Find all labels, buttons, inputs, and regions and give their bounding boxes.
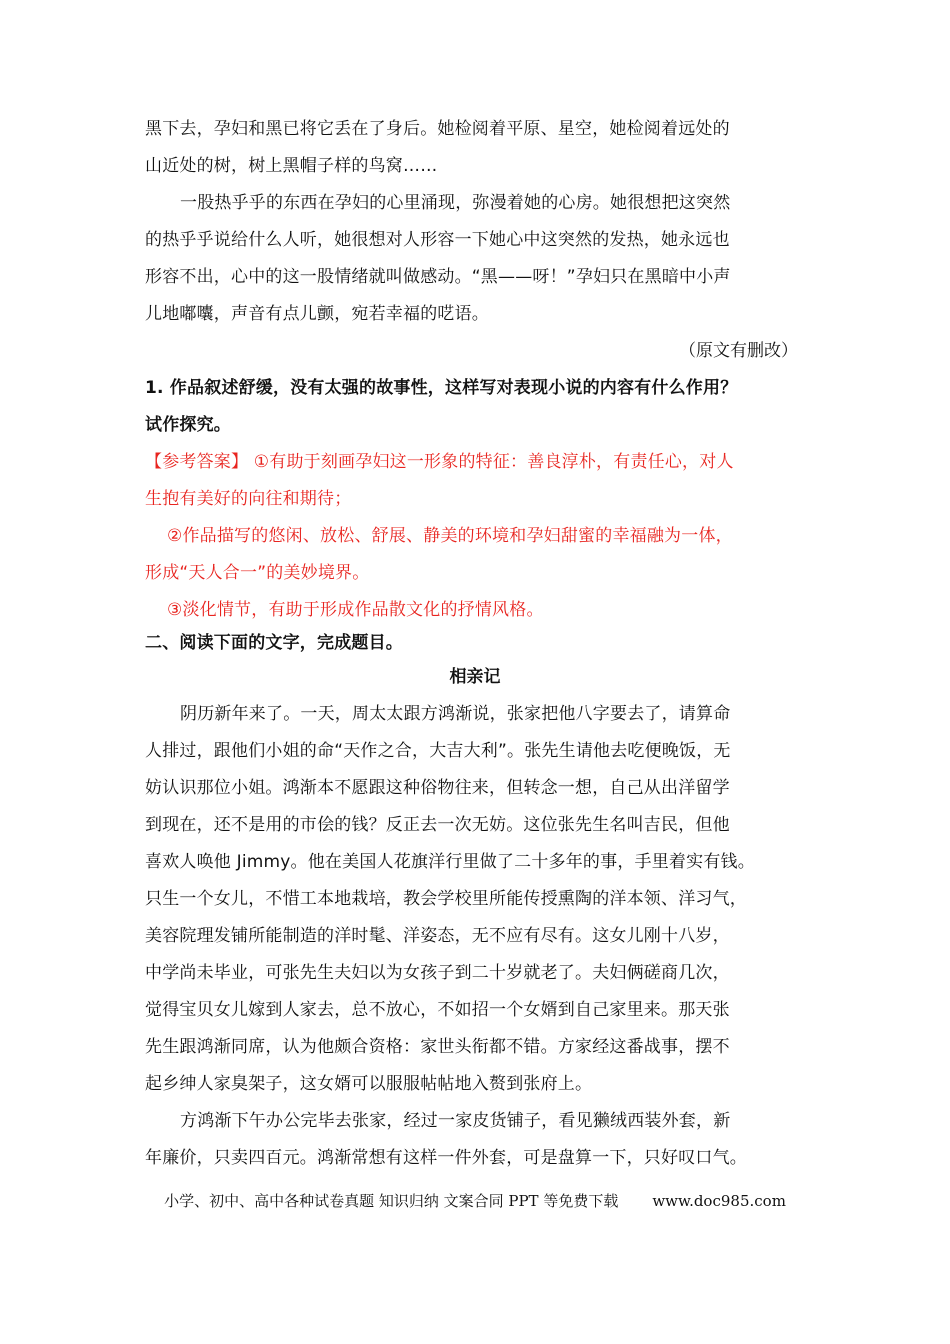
- story-line: 美容院理发铺所能制造的洋时髦、洋姿态，无不应有尽有。这女儿刚十八岁，: [145, 926, 730, 946]
- story-line: 妨认识那位小姐。鸿渐本不愿跟这种俗物往来，但转念一想，自己从出洋留学: [145, 778, 730, 798]
- story-line: 觉得宝贝女儿嫁到人家去，总不放心，不如招一个女婿到自己家里来。那天张: [145, 1000, 730, 1020]
- story-line: 阴历新年来了。一天，周太太跟方鸿渐说，张家把他八字要去了，请算命: [180, 704, 731, 724]
- section-heading: 二、阅读下面的文字，完成题目。: [145, 633, 403, 653]
- answer-line: 形成“天人合一”的美妙境界。: [145, 563, 370, 583]
- story-line: 人排过，跟他们小姐的命“天作之合，大吉大利”。张先生请他去吃便晚饭，无: [145, 741, 731, 761]
- story-line: 到现在，还不是用的市侩的钱？反正去一次无妨。这位张先生名叫吉民，但他: [145, 815, 730, 835]
- story-line: 先生跟鸿渐同席，认为他颇合资格：家世头衔都不错。方家经这番战事，摆不: [145, 1037, 730, 1057]
- story-line: 只生一个女儿，不惜工本地栽培，教会学校里所能传授熏陶的洋本领、洋习气，: [145, 889, 747, 909]
- story-title: 相亲记: [449, 667, 501, 687]
- answer-line: ③淡化情节，有助于形成作品散文化的抒情风格。: [167, 600, 544, 620]
- story-line: 山近处的树，树上黑帽子样的鸟窝……: [145, 156, 438, 176]
- answer-line: 【参考答案】 ①有助于刻画孕妇这一形象的特征：善良淳朴，有责任心，对人: [145, 452, 734, 472]
- story-line: 中学尚未毕业，可张先生夫妇以为女孩子到二十岁就老了。夫妇俩磋商几次，: [145, 963, 730, 983]
- story-line: 的热乎乎说给什么人听，她很想对人形容一下她心中这突然的发热，她永远也: [145, 230, 730, 250]
- answer-line: 生抱有美好的向往和期待；: [145, 489, 352, 509]
- story-line: 起乡绅人家臭架子，这女婿可以服服帖帖地入赘到张府上。: [145, 1074, 593, 1094]
- story-line: 方鸿渐下午办公完毕去张家，经过一家皮货铺子，看见獭绒西装外套，新: [180, 1111, 731, 1131]
- footer-text: 小学、初中、高中各种试卷真题 知识归纳 文案合同 PPT 等免费下载: [164, 1192, 619, 1210]
- story-line: 喜欢人唤他 Jimmy。他在美国人花旗洋行里做了二十多年的事，手里着实有钱。: [145, 852, 755, 872]
- answer-line: ②作品描写的悠闲、放松、舒展、静美的环境和孕妇甜蜜的幸福融为一体，: [167, 526, 733, 546]
- question-line: 试作探究。: [145, 415, 231, 435]
- story-line: 一股热乎乎的东西在孕妇的心里涌现，弥漫着她的心房。她很想把这突然: [180, 193, 731, 213]
- source-note: （原文有删改）: [679, 341, 798, 361]
- story-line: 黑下去，孕妇和黑已将它丢在了身后。她检阅着平原、星空，她检阅着远处的: [145, 119, 730, 139]
- footer-site-link[interactable]: www.doc985.com: [652, 1192, 786, 1210]
- story-line: 儿地嘟囔，声音有点儿颤，宛若幸福的呓语。: [145, 304, 489, 324]
- story-line: 形容不出，心中的这一股情绪就叫做感动。“黑——呀！”孕妇只在黑暗中小声: [145, 267, 731, 287]
- story-line: 年廉价，只卖四百元。鸿渐常想有这样一件外套，可是盘算一下，只好叹口气。: [145, 1148, 747, 1168]
- question-line: 1. 作品叙述舒缓，没有太强的故事性，这样写对表现小说的内容有什么作用？: [145, 378, 738, 398]
- page-footer: [0, 1191, 950, 1211]
